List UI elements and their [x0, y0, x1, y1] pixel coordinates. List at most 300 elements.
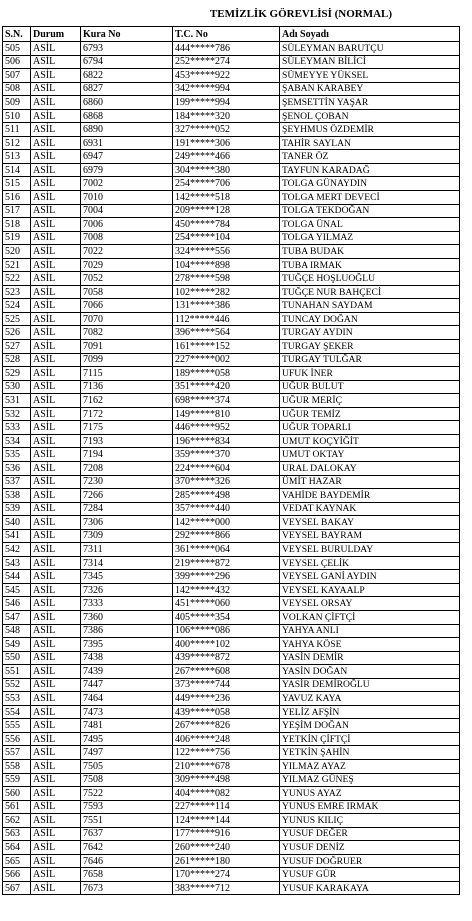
cell-adi-soyadi: YUNUS EMRE IRMAK	[280, 800, 460, 814]
cell-tc-no: 453*****922	[173, 69, 280, 83]
cell-sn: 523	[3, 285, 31, 299]
table-row	[3, 665, 460, 679]
cell-adi-soyadi: YUSUF DENİZ	[280, 841, 460, 855]
table-row	[3, 123, 460, 137]
cell-tc-no: 177*****916	[173, 827, 280, 841]
cell-kura-no: 6860	[81, 96, 173, 110]
table-row	[3, 732, 460, 746]
page-title: TEMİZLİK GÖREVLİSİ (NORMAL)	[209, 8, 393, 20]
cell-tc-no: 373*****744	[173, 678, 280, 692]
cell-tc-no: 161*****152	[173, 340, 280, 354]
cell-sn: 564	[3, 841, 31, 855]
cell-sn: 558	[3, 759, 31, 773]
cell-kura-no: 7008	[81, 231, 173, 245]
cell-sn: 506	[3, 55, 31, 69]
cell-adi-soyadi: YAVUZ KAYA	[280, 692, 460, 706]
table-row	[3, 367, 460, 381]
cell-kura-no: 7099	[81, 353, 173, 367]
cell-sn: 541	[3, 529, 31, 543]
cell-kura-no: 7162	[81, 394, 173, 408]
cell-kura-no: 7673	[81, 881, 173, 895]
cell-tc-no: 209*****128	[173, 204, 280, 218]
cell-adi-soyadi: TUNAHAN SAYDAM	[280, 299, 460, 313]
cell-tc-no: 370*****326	[173, 475, 280, 489]
cell-durum: ASİL	[31, 55, 81, 69]
cell-adi-soyadi: ŞENOL ÇOBAN	[280, 109, 460, 123]
cell-kura-no: 7495	[81, 732, 173, 746]
cell-sn: 522	[3, 272, 31, 286]
cell-kura-no: 7473	[81, 705, 173, 719]
cell-kura-no: 6794	[81, 55, 173, 69]
cell-tc-no: 261*****180	[173, 854, 280, 868]
cell-sn: 560	[3, 787, 31, 801]
cell-sn: 528	[3, 353, 31, 367]
cell-durum: ASİL	[31, 353, 81, 367]
table-row	[3, 82, 460, 96]
cell-kura-no: 7136	[81, 380, 173, 394]
cell-adi-soyadi: VEYSEL BAKAY	[280, 516, 460, 530]
cell-kura-no: 7646	[81, 854, 173, 868]
cell-sn: 547	[3, 610, 31, 624]
cell-tc-no: 149*****810	[173, 407, 280, 421]
table-row	[3, 638, 460, 652]
cell-durum: ASİL	[31, 380, 81, 394]
table-row	[3, 881, 460, 895]
cell-kura-no: 7386	[81, 624, 173, 638]
cell-sn: 517	[3, 204, 31, 218]
cell-sn: 513	[3, 150, 31, 164]
cell-sn: 533	[3, 421, 31, 435]
cell-kura-no: 7193	[81, 434, 173, 448]
cell-tc-no: 142*****000	[173, 516, 280, 530]
cell-tc-no: 361*****064	[173, 543, 280, 557]
cell-durum: ASİL	[31, 787, 81, 801]
cell-sn: 532	[3, 407, 31, 421]
cell-durum: ASİL	[31, 773, 81, 787]
cell-adi-soyadi: ŞABAN KARABEY	[280, 82, 460, 96]
cell-sn: 552	[3, 678, 31, 692]
cell-sn: 525	[3, 312, 31, 326]
table-row	[3, 854, 460, 868]
table-row	[3, 109, 460, 123]
cell-kura-no: 6931	[81, 136, 173, 150]
table-row	[3, 434, 460, 448]
cell-sn: 530	[3, 380, 31, 394]
cell-sn: 555	[3, 719, 31, 733]
cell-durum: ASİL	[31, 109, 81, 123]
cell-adi-soyadi: YUNUS AYAZ	[280, 787, 460, 801]
cell-kura-no: 7345	[81, 570, 173, 584]
table-row	[3, 719, 460, 733]
cell-tc-no: 249*****466	[173, 150, 280, 164]
cell-sn: 561	[3, 800, 31, 814]
cell-kura-no: 7360	[81, 610, 173, 624]
cell-kura-no: 7070	[81, 312, 173, 326]
table-row	[3, 340, 460, 354]
cell-adi-soyadi: VAHİDE BAYDEMİR	[280, 489, 460, 503]
cell-adi-soyadi: YUSUF KARAKAYA	[280, 881, 460, 895]
cell-tc-no: 219*****872	[173, 556, 280, 570]
cell-tc-no: 396*****564	[173, 326, 280, 340]
cell-kura-no: 6827	[81, 82, 173, 96]
cell-adi-soyadi: YAHYA ANLI	[280, 624, 460, 638]
cell-adi-soyadi: ŞEMSETTİN YAŞAR	[280, 96, 460, 110]
cell-sn: 514	[3, 163, 31, 177]
cell-kura-no: 7637	[81, 827, 173, 841]
cell-tc-no: 439*****872	[173, 651, 280, 665]
table-row	[3, 272, 460, 286]
table-row	[3, 556, 460, 570]
cell-tc-no: 292*****866	[173, 529, 280, 543]
cell-tc-no: 351*****420	[173, 380, 280, 394]
cell-sn: 512	[3, 136, 31, 150]
cell-tc-no: 304*****380	[173, 163, 280, 177]
cell-adi-soyadi: YASİN DOĞAN	[280, 665, 460, 679]
cell-durum: ASİL	[31, 163, 81, 177]
table-row	[3, 299, 460, 313]
cell-durum: ASİL	[31, 434, 81, 448]
cell-adi-soyadi: TUĞÇE HOŞLUOĞLU	[280, 272, 460, 286]
cell-sn: 556	[3, 732, 31, 746]
cell-sn: 549	[3, 638, 31, 652]
cell-kura-no: 7010	[81, 191, 173, 205]
table-row	[3, 394, 460, 408]
cell-kura-no: 7309	[81, 529, 173, 543]
cell-sn: 505	[3, 42, 31, 56]
table-row	[3, 529, 460, 543]
cell-kura-no: 7172	[81, 407, 173, 421]
cell-durum: ASİL	[31, 678, 81, 692]
cell-kura-no: 7266	[81, 489, 173, 503]
cell-durum: ASİL	[31, 543, 81, 557]
cell-kura-no: 7115	[81, 367, 173, 381]
cell-adi-soyadi: TOLGA GÜNAYDIN	[280, 177, 460, 191]
cell-adi-soyadi: ÜMİT HAZAR	[280, 475, 460, 489]
table-row	[3, 285, 460, 299]
cell-adi-soyadi: VEYSEL BAYRAM	[280, 529, 460, 543]
cell-tc-no: 405*****354	[173, 610, 280, 624]
table-row	[3, 583, 460, 597]
cell-adi-soyadi: YETKİN ŞAHİN	[280, 746, 460, 760]
cell-durum: ASİL	[31, 177, 81, 191]
cell-tc-no: 124*****144	[173, 814, 280, 828]
table-row	[3, 787, 460, 801]
cell-durum: ASİL	[31, 705, 81, 719]
cell-adi-soyadi: TOLGA YILMAZ	[280, 231, 460, 245]
table-row	[3, 258, 460, 272]
cell-tc-no: 449*****236	[173, 692, 280, 706]
cell-durum: ASİL	[31, 854, 81, 868]
cell-durum: ASİL	[31, 529, 81, 543]
cell-adi-soyadi: YELİZ AFŞİN	[280, 705, 460, 719]
cell-kura-no: 7642	[81, 841, 173, 855]
cell-kura-no: 7022	[81, 245, 173, 259]
cell-adi-soyadi: YILMAZ AYAZ	[280, 759, 460, 773]
cell-kura-no: 7002	[81, 177, 173, 191]
cell-sn: 507	[3, 69, 31, 83]
cell-durum: ASİL	[31, 610, 81, 624]
cell-kura-no: 7066	[81, 299, 173, 313]
cell-adi-soyadi: YUSUF GÜR	[280, 868, 460, 882]
cell-kura-no: 7052	[81, 272, 173, 286]
cell-durum: ASİL	[31, 258, 81, 272]
cell-durum: ASİL	[31, 516, 81, 530]
cell-durum: ASİL	[31, 570, 81, 584]
cell-kura-no: 7481	[81, 719, 173, 733]
cell-tc-no: 359*****370	[173, 448, 280, 462]
column-header-adi-soyadi: Adı Soyadı	[280, 27, 460, 42]
cell-durum: ASİL	[31, 421, 81, 435]
cell-adi-soyadi: TAYFUN KARADAĞ	[280, 163, 460, 177]
cell-tc-no: 131*****386	[173, 299, 280, 313]
cell-sn: 508	[3, 82, 31, 96]
cell-kura-no: 7314	[81, 556, 173, 570]
cell-adi-soyadi: TAHİR SAYLAN	[280, 136, 460, 150]
cell-tc-no: 122*****756	[173, 746, 280, 760]
cell-sn: 537	[3, 475, 31, 489]
cell-adi-soyadi: TURGAY TULĞAR	[280, 353, 460, 367]
cell-durum: ASİL	[31, 340, 81, 354]
cell-sn: 531	[3, 394, 31, 408]
cell-durum: ASİL	[31, 881, 81, 895]
table-row	[3, 69, 460, 83]
cell-durum: ASİL	[31, 285, 81, 299]
cell-tc-no: 254*****104	[173, 231, 280, 245]
cell-adi-soyadi: TURGAY ŞEKER	[280, 340, 460, 354]
cell-sn: 538	[3, 489, 31, 503]
cell-durum: ASİL	[31, 204, 81, 218]
cell-sn: 540	[3, 516, 31, 530]
cell-kura-no: 7326	[81, 583, 173, 597]
cell-kura-no: 7658	[81, 868, 173, 882]
cell-tc-no: 267*****608	[173, 665, 280, 679]
cell-sn: 557	[3, 746, 31, 760]
cell-durum: ASİL	[31, 719, 81, 733]
cell-durum: ASİL	[31, 800, 81, 814]
cell-adi-soyadi: SÜLEYMAN BİLİCİ	[280, 55, 460, 69]
cell-durum: ASİL	[31, 638, 81, 652]
table-row	[3, 421, 460, 435]
cell-tc-no: 224*****604	[173, 461, 280, 475]
cell-sn: 565	[3, 854, 31, 868]
cell-adi-soyadi: UĞUR BULUT	[280, 380, 460, 394]
cell-tc-no: 446*****952	[173, 421, 280, 435]
table-row	[3, 651, 460, 665]
cell-durum: ASİL	[31, 841, 81, 855]
table-row	[3, 191, 460, 205]
cell-adi-soyadi: YASİR DEMİROĞLU	[280, 678, 460, 692]
cell-tc-no: 267*****826	[173, 719, 280, 733]
cell-durum: ASİL	[31, 218, 81, 232]
cell-tc-no: 309*****498	[173, 773, 280, 787]
table-row	[3, 326, 460, 340]
table-row	[3, 448, 460, 462]
cell-kura-no: 7438	[81, 651, 173, 665]
cell-sn: 520	[3, 245, 31, 259]
cell-adi-soyadi: UĞUR TOPARLI	[280, 421, 460, 435]
cell-tc-no: 227*****002	[173, 353, 280, 367]
cell-sn: 534	[3, 434, 31, 448]
cell-tc-no: 383*****712	[173, 881, 280, 895]
cell-sn: 545	[3, 583, 31, 597]
cell-adi-soyadi: VEYSEL ORSAY	[280, 597, 460, 611]
table-row	[3, 55, 460, 69]
cell-tc-no: 399*****296	[173, 570, 280, 584]
cell-durum: ASİL	[31, 746, 81, 760]
cell-sn: 518	[3, 218, 31, 232]
cell-durum: ASİL	[31, 461, 81, 475]
cell-sn: 510	[3, 109, 31, 123]
cell-durum: ASİL	[31, 502, 81, 516]
cell-adi-soyadi: TOLGA TEKDOĞAN	[280, 204, 460, 218]
cell-sn: 566	[3, 868, 31, 882]
cell-durum: ASİL	[31, 123, 81, 137]
cell-kura-no: 6793	[81, 42, 173, 56]
table-row	[3, 705, 460, 719]
cell-durum: ASİL	[31, 96, 81, 110]
table-row	[3, 624, 460, 638]
cell-durum: ASİL	[31, 150, 81, 164]
table-row	[3, 800, 460, 814]
table-row	[3, 489, 460, 503]
cell-durum: ASİL	[31, 692, 81, 706]
cell-tc-no: 439*****058	[173, 705, 280, 719]
cell-sn: 521	[3, 258, 31, 272]
table-row	[3, 759, 460, 773]
cell-durum: ASİL	[31, 597, 81, 611]
cell-sn: 535	[3, 448, 31, 462]
cell-kura-no: 7522	[81, 787, 173, 801]
cell-adi-soyadi: UMUT KOÇYİĞİT	[280, 434, 460, 448]
cell-adi-soyadi: YETKİN ÇİFTÇİ	[280, 732, 460, 746]
cell-tc-no: 404*****082	[173, 787, 280, 801]
cell-durum: ASİL	[31, 136, 81, 150]
cell-kura-no: 7439	[81, 665, 173, 679]
cell-kura-no: 6979	[81, 163, 173, 177]
table-row	[3, 312, 460, 326]
cell-kura-no: 7311	[81, 543, 173, 557]
cell-adi-soyadi: UĞUR MERİÇ	[280, 394, 460, 408]
cell-adi-soyadi: YUSUF DOĞRUER	[280, 854, 460, 868]
table-row	[3, 678, 460, 692]
cell-tc-no: 199*****994	[173, 96, 280, 110]
table-row	[3, 597, 460, 611]
cell-kura-no: 7593	[81, 800, 173, 814]
cell-sn: 526	[3, 326, 31, 340]
cell-tc-no: 400*****102	[173, 638, 280, 652]
table-row	[3, 407, 460, 421]
cell-tc-no: 102*****282	[173, 285, 280, 299]
cell-adi-soyadi: TOLGA ÜNAL	[280, 218, 460, 232]
cell-durum: ASİL	[31, 448, 81, 462]
cell-durum: ASİL	[31, 82, 81, 96]
table-row	[3, 502, 460, 516]
cell-adi-soyadi: YUNUS KILIÇ	[280, 814, 460, 828]
cell-sn: 511	[3, 123, 31, 137]
table-row	[3, 746, 460, 760]
cell-sn: 554	[3, 705, 31, 719]
cell-adi-soyadi: YUSUF DEĞER	[280, 827, 460, 841]
cell-durum: ASİL	[31, 868, 81, 882]
cell-tc-no: 210*****678	[173, 759, 280, 773]
cell-tc-no: 357*****440	[173, 502, 280, 516]
cell-kura-no: 7058	[81, 285, 173, 299]
cell-tc-no: 142*****432	[173, 583, 280, 597]
cell-kura-no: 7447	[81, 678, 173, 692]
cell-durum: ASİL	[31, 556, 81, 570]
cell-adi-soyadi: TOLGA MERT DEVECİ	[280, 191, 460, 205]
cell-tc-no: 451*****060	[173, 597, 280, 611]
cell-tc-no: 285*****498	[173, 489, 280, 503]
cell-sn: 539	[3, 502, 31, 516]
cell-adi-soyadi: YEŞİM DOĞAN	[280, 719, 460, 733]
cell-durum: ASİL	[31, 814, 81, 828]
cell-adi-soyadi: UĞUR TEMİZ	[280, 407, 460, 421]
table-row	[3, 543, 460, 557]
cell-tc-no: 698*****374	[173, 394, 280, 408]
cell-durum: ASİL	[31, 489, 81, 503]
cell-tc-no: 252*****274	[173, 55, 280, 69]
cell-durum: ASİL	[31, 732, 81, 746]
cell-tc-no: 450*****784	[173, 218, 280, 232]
column-header-tc-no: T.C. No	[173, 27, 280, 42]
cell-adi-soyadi: URAL DALOKAY	[280, 461, 460, 475]
cell-adi-soyadi: UMUT OKTAY	[280, 448, 460, 462]
cell-sn: 544	[3, 570, 31, 584]
cell-adi-soyadi: ŞEYHMUS ÖZDEMİR	[280, 123, 460, 137]
table-row	[3, 96, 460, 110]
cell-kura-no: 7333	[81, 597, 173, 611]
cell-durum: ASİL	[31, 299, 81, 313]
cell-tc-no: 106*****086	[173, 624, 280, 638]
cell-kura-no: 7091	[81, 340, 173, 354]
cell-kura-no: 7395	[81, 638, 173, 652]
cell-durum: ASİL	[31, 394, 81, 408]
column-header-sn: S.N.	[3, 27, 31, 42]
cell-sn: 527	[3, 340, 31, 354]
table-row	[3, 42, 460, 56]
cell-sn: 548	[3, 624, 31, 638]
cell-durum: ASİL	[31, 475, 81, 489]
cell-kura-no: 7029	[81, 258, 173, 272]
column-header-durum: Durum	[31, 27, 81, 42]
cell-sn: 553	[3, 692, 31, 706]
table-row	[3, 245, 460, 259]
cell-kura-no: 7284	[81, 502, 173, 516]
cell-adi-soyadi: TANER ÖZ	[280, 150, 460, 164]
cell-tc-no: 324*****556	[173, 245, 280, 259]
cell-sn: 515	[3, 177, 31, 191]
cell-adi-soyadi: TUĞÇE NUR BAHÇECİ	[280, 285, 460, 299]
cell-kura-no: 6822	[81, 69, 173, 83]
cell-durum: ASİL	[31, 583, 81, 597]
cell-sn: 543	[3, 556, 31, 570]
cell-tc-no: 278*****598	[173, 272, 280, 286]
cell-sn: 509	[3, 96, 31, 110]
cell-durum: ASİL	[31, 312, 81, 326]
table-row	[3, 570, 460, 584]
cell-kura-no: 7208	[81, 461, 173, 475]
cell-kura-no: 6868	[81, 109, 173, 123]
cell-durum: ASİL	[31, 759, 81, 773]
cell-durum: ASİL	[31, 272, 81, 286]
cell-kura-no: 6947	[81, 150, 173, 164]
cell-adi-soyadi: TURGAY AYDIN	[280, 326, 460, 340]
cell-durum: ASİL	[31, 191, 81, 205]
table-row	[3, 177, 460, 191]
table-row	[3, 814, 460, 828]
table-row	[3, 353, 460, 367]
